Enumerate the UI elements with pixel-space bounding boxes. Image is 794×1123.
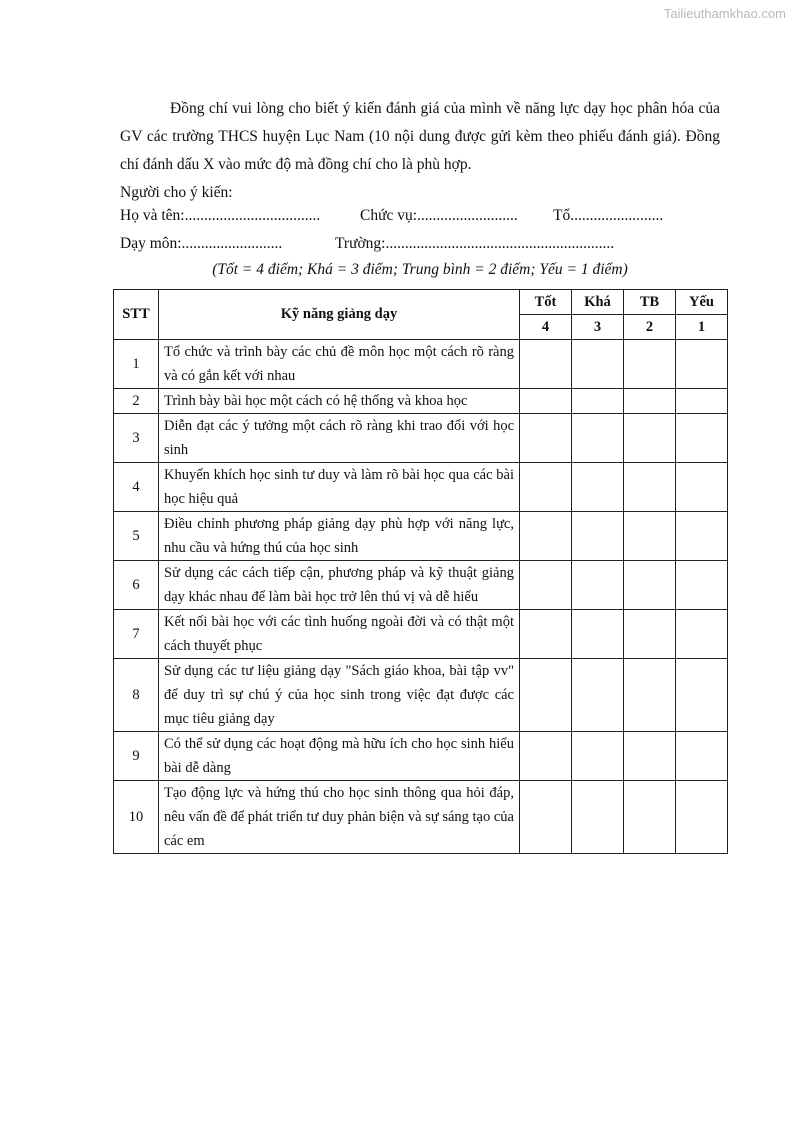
mark-cell-fair[interactable] <box>572 659 624 732</box>
header-skill: Kỹ năng giảng dạy <box>159 290 520 340</box>
mark-cell-good[interactable] <box>520 512 572 561</box>
header-score-1: 1 <box>676 315 728 340</box>
header-level-weak: Yếu <box>676 290 728 315</box>
header-score-2: 2 <box>624 315 676 340</box>
row-skill: Khuyến khích học sinh tư duy và làm rõ bài học qua các bài học hiệu quả <box>159 463 520 512</box>
row-number: 8 <box>114 659 159 732</box>
mark-cell-average[interactable] <box>624 512 676 561</box>
mark-cell-weak[interactable] <box>676 781 728 854</box>
row-number: 1 <box>114 340 159 389</box>
mark-cell-weak[interactable] <box>676 561 728 610</box>
table-row <box>114 389 728 414</box>
row-skill: Sử dụng các tư liệu giảng dạy "Sách giáo khoa, bài tập vv" để duy trì sự chú ý của học sinh trong việc đạt được các mục tiêu giảng dạy <box>159 659 520 732</box>
mark-cell-fair[interactable] <box>572 512 624 561</box>
header-level-average: TB <box>624 290 676 315</box>
mark-cell-weak[interactable] <box>676 610 728 659</box>
row-skill: Có thể sử dụng các hoạt động mà hữu ích cho học sinh hiểu bài dễ dàng <box>159 732 520 781</box>
mark-cell-good[interactable] <box>520 781 572 854</box>
mark-cell-fair[interactable] <box>572 389 624 414</box>
mark-cell-fair[interactable] <box>572 781 624 854</box>
mark-cell-average[interactable] <box>624 781 676 854</box>
evaluation-table <box>113 289 728 854</box>
mark-cell-good[interactable] <box>520 659 572 732</box>
row-number: 10 <box>114 781 159 854</box>
row-number: 9 <box>114 732 159 781</box>
row-skill: Kết nối bài học với các tình huống ngoài đời và có thật một cách thuyết phục <box>159 610 520 659</box>
row-skill: Diễn đạt các ý tưởng một cách rõ ràng khi trao đổi với học sinh <box>159 414 520 463</box>
mark-cell-good[interactable] <box>520 340 572 389</box>
row-skill: Tổ chức và trình bày các chủ đề môn học một cách rõ ràng và có gắn kết với nhau <box>159 340 520 389</box>
header-score-3: 3 <box>572 315 624 340</box>
field-position[interactable]: Chức vụ:.......................... <box>360 207 518 224</box>
mark-cell-fair[interactable] <box>572 610 624 659</box>
intro-paragraph <box>120 95 720 207</box>
header-level-good: Tốt <box>520 290 572 315</box>
mark-cell-average[interactable] <box>624 463 676 512</box>
table-row <box>114 610 728 659</box>
mark-cell-fair[interactable] <box>572 561 624 610</box>
row-skill: Tạo động lực và hứng thú cho học sinh thông qua hỏi đáp, nêu vấn đề để phát triển tư duy phản biện và sự sáng tạo của các em <box>159 781 520 854</box>
field-subject[interactable]: Dạy môn:.......................... <box>120 235 283 252</box>
row-skill: Sử dụng các cách tiếp cận, phương pháp và kỹ thuật giảng dạy khác nhau để làm bài học trở lên thú vị và dễ hiểu <box>159 561 520 610</box>
scale-note: (Tốt = 4 điểm; Khá = 3 điểm; Trung bình = 2 điểm; Yếu = 1 điểm) <box>212 261 628 278</box>
mark-cell-average[interactable] <box>624 561 676 610</box>
field-team[interactable]: Tổ........................ <box>553 207 664 224</box>
respondent-label: Người cho ý kiến: <box>120 184 233 201</box>
table-row <box>114 512 728 561</box>
field-name[interactable]: Họ và tên:................................... <box>120 207 321 224</box>
mark-cell-average[interactable] <box>624 732 676 781</box>
mark-cell-average[interactable] <box>624 340 676 389</box>
table-row <box>114 561 728 610</box>
mark-cell-fair[interactable] <box>572 340 624 389</box>
mark-cell-weak[interactable] <box>676 512 728 561</box>
mark-cell-weak[interactable] <box>676 389 728 414</box>
mark-cell-good[interactable] <box>520 561 572 610</box>
intro-text: Đồng chí vui lòng cho biết ý kiến đánh giá của mình về năng lực dạy học phân hóa của GV các trường THCS huyện Lục Nam (10 nội dung được gửi kèm theo phiếu đánh giá). Đồng chí đánh dấu X vào mức độ mà đồng chí cho là phù hợp. <box>120 100 720 173</box>
row-number: 7 <box>114 610 159 659</box>
mark-cell-weak[interactable] <box>676 340 728 389</box>
mark-cell-fair[interactable] <box>572 732 624 781</box>
row-number: 5 <box>114 512 159 561</box>
mark-cell-average[interactable] <box>624 610 676 659</box>
mark-cell-good[interactable] <box>520 389 572 414</box>
table-row <box>114 463 728 512</box>
table-row <box>114 732 728 781</box>
watermark: Tailieuthamkhao.com <box>663 6 786 21</box>
row-number: 2 <box>114 389 159 414</box>
mark-cell-good[interactable] <box>520 732 572 781</box>
mark-cell-weak[interactable] <box>676 732 728 781</box>
mark-cell-average[interactable] <box>624 659 676 732</box>
mark-cell-good[interactable] <box>520 414 572 463</box>
mark-cell-weak[interactable] <box>676 463 728 512</box>
table-row <box>114 340 728 389</box>
header-level-fair: Khá <box>572 290 624 315</box>
mark-cell-fair[interactable] <box>572 463 624 512</box>
field-school[interactable]: Trường:........................................................... <box>335 235 615 252</box>
header-stt: STT <box>114 290 159 340</box>
mark-cell-good[interactable] <box>520 610 572 659</box>
mark-cell-good[interactable] <box>520 463 572 512</box>
row-number: 4 <box>114 463 159 512</box>
table-row <box>114 659 728 732</box>
row-number: 3 <box>114 414 159 463</box>
table-row <box>114 781 728 854</box>
table-row <box>114 414 728 463</box>
mark-cell-average[interactable] <box>624 414 676 463</box>
mark-cell-average[interactable] <box>624 389 676 414</box>
header-score-4: 4 <box>520 315 572 340</box>
mark-cell-weak[interactable] <box>676 414 728 463</box>
row-skill: Điều chỉnh phương pháp giảng dạy phù hợp với năng lực, nhu cầu và hứng thú của học sinh <box>159 512 520 561</box>
mark-cell-fair[interactable] <box>572 414 624 463</box>
row-number: 6 <box>114 561 159 610</box>
mark-cell-weak[interactable] <box>676 659 728 732</box>
row-skill: Trình bày bài học một cách có hệ thống và khoa học <box>159 389 520 414</box>
